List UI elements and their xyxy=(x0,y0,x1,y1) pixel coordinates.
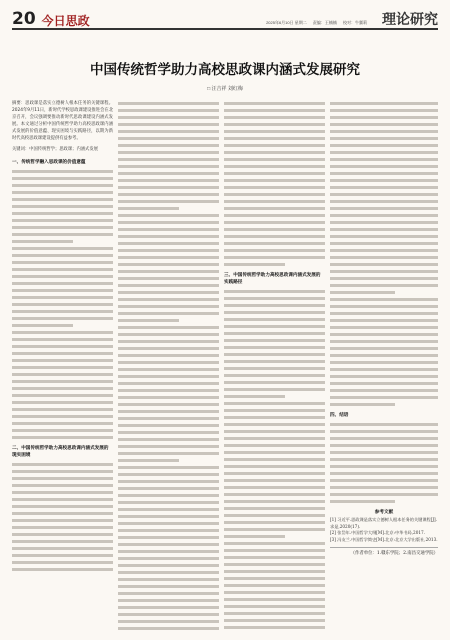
proofreader-credit: 校对：牛翼莉 xyxy=(343,20,367,25)
body-text-block xyxy=(118,100,219,632)
body-text-block xyxy=(330,100,438,408)
reference-item: [1] 习近平.思政课是落实立德树人根本任务的关键课程[J].求是,2020(17). xyxy=(330,517,437,529)
reference-item: [2] 张岱年.中国哲学大纲[M].北京:中华书局,2017. xyxy=(330,530,426,535)
body-text-block xyxy=(12,168,113,441)
section-name: 理论研究 xyxy=(382,12,438,28)
section-heading-2: 二、中国传统哲学助力高校思政课内涵式发展的现实困境 xyxy=(12,446,109,458)
body-text-block xyxy=(12,461,113,573)
text-column-1 xyxy=(12,100,113,632)
text-column-4 xyxy=(330,100,438,632)
article-abstract: 摘要：思政课是落实立德树人根本任务的关键课程。2024年9月11日，新时代学校思政课建设推进会在北京召开，会议强调要推动新时代思政课建设内涵式发展。本文通过分析中国传统哲学助力高校思政课内涵式发展的价值意蕴、现实困境与实践路径，以期为新时代高校思政课建设提供有益参考。 xyxy=(12,101,113,141)
issue-meta xyxy=(266,20,372,28)
references-heading: 参考文献 xyxy=(374,510,394,515)
article-author: □ 汪吉祥 刘红梅 xyxy=(207,86,243,92)
article-keywords: 关键词：中国传统哲学；思政课；内涵式发展 xyxy=(12,147,98,152)
author-affiliation: （作者单位：1.赣东学院；2.南昌交通学院） xyxy=(330,547,438,557)
article-title: 中国传统哲学助力高校思政课内涵式发展研究 xyxy=(90,62,360,78)
editor-credit: 责编：王楠楠 xyxy=(312,20,337,25)
section-heading-1: 一、传统哲学融入思政课的价值意蕴 xyxy=(12,160,86,165)
section-heading-3: 三、中国传统哲学助力高校思政课内涵式发展的实践路径 xyxy=(224,273,321,285)
issue-date: 2025年6月10日 星期二 xyxy=(266,20,307,25)
text-column-2 xyxy=(118,100,219,632)
body-text-block xyxy=(224,100,325,268)
body-text-block xyxy=(224,288,325,632)
newspaper-masthead: 今日思政 xyxy=(41,14,90,28)
body-text-block xyxy=(330,421,438,505)
page-header xyxy=(12,6,438,30)
text-column-3 xyxy=(224,100,325,632)
page-number: 20 xyxy=(12,9,36,29)
section-heading-4: 四、结语 xyxy=(330,413,349,418)
reference-item: [3] 冯友兰.中国哲学简史[M].北京:北京大学出版社,2013. xyxy=(330,536,438,542)
